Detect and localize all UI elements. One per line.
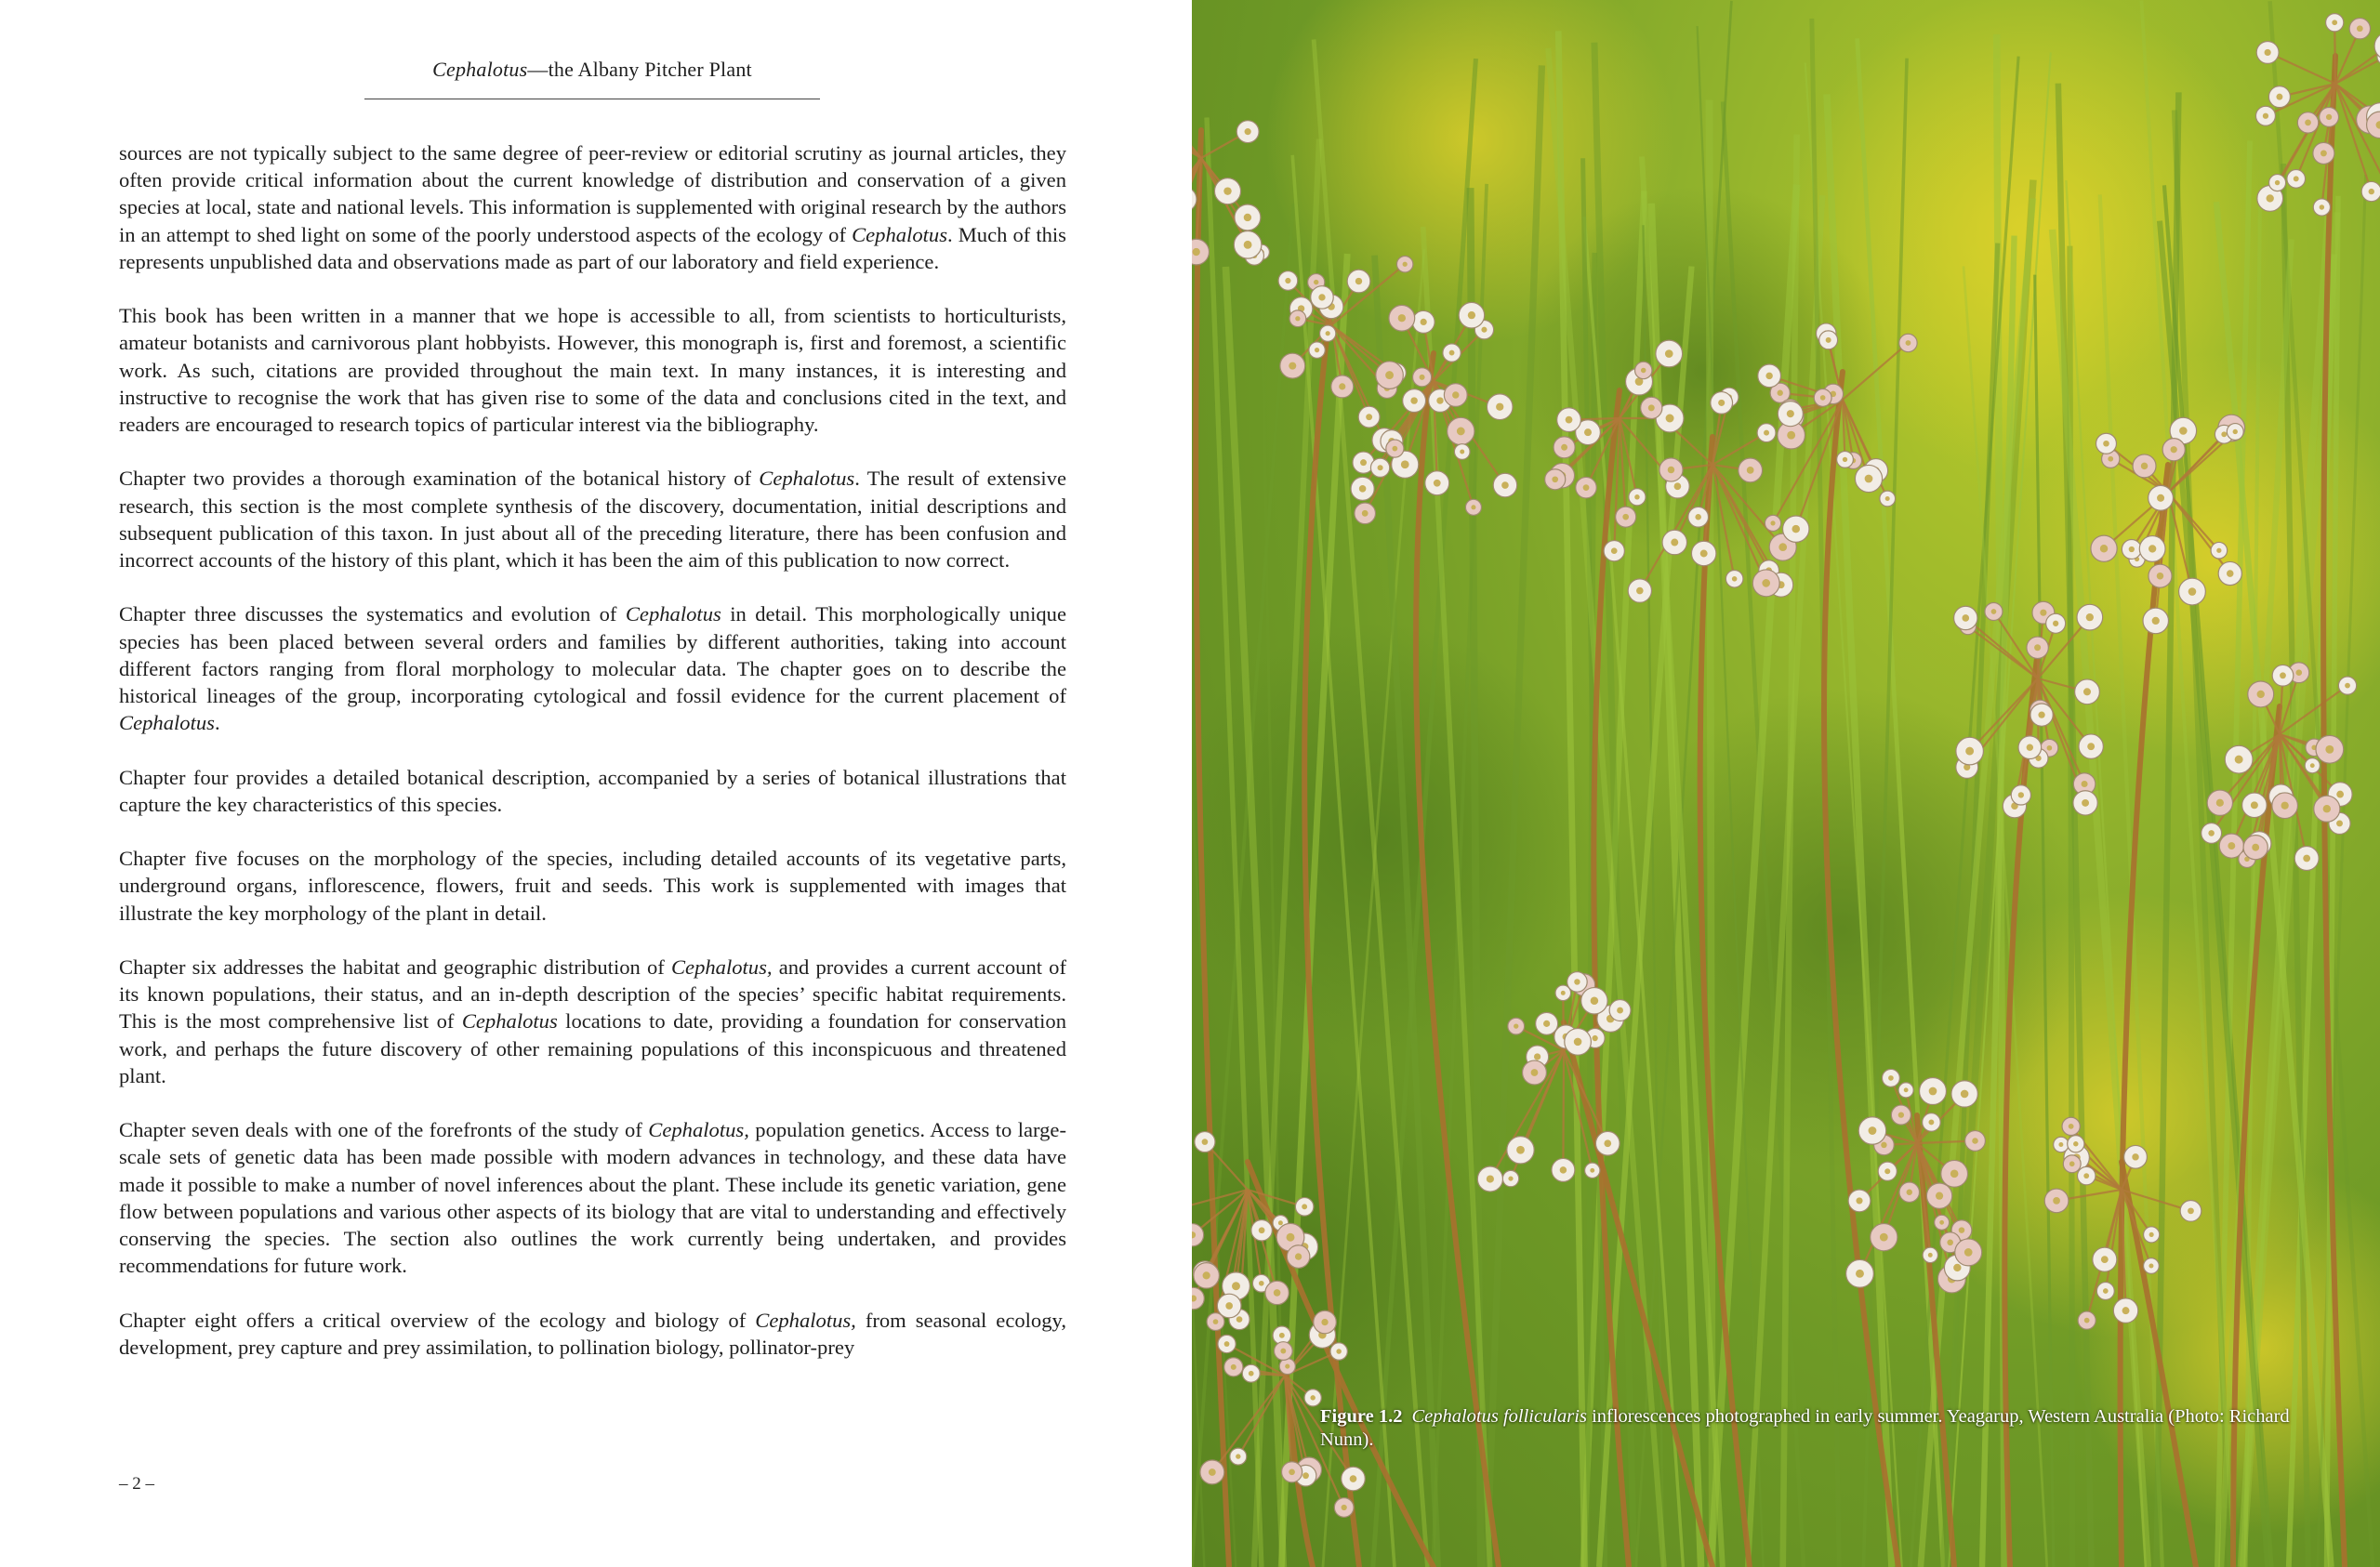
body-paragraph xyxy=(119,600,1066,736)
paragraph-text: in detail. This morphologically unique species has been placed between several orders and families by different authorities, taking into account different factors ranging from floral morphology to molecular data. The chapter goes on to describe the historical lineages of the group, incorporating cytological and fossil evidence for the current placement of xyxy=(119,602,1067,708)
cephalotus-photograph xyxy=(1192,0,2380,1567)
paragraph-text: Chapter five focuses on the morphology of the species, including detailed accounts of its vegetative parts, underground organs, inflorescence, flowers, fruit and seeds. This work is supplemented with images that illustrate the key morphology of the plant in detail. xyxy=(119,847,1066,925)
body-paragraph xyxy=(119,302,1066,438)
figure-label: Figure 1.2 xyxy=(1320,1406,1403,1427)
header-title-rest: —the Albany Pitcher Plant xyxy=(527,58,752,81)
caption-species: Cephalotus follicularis xyxy=(1411,1406,1587,1427)
body-paragraph xyxy=(119,845,1066,927)
paragraph-text: . Much of this represents unpublished data and observations made as part of our laboratory and field experience. xyxy=(119,222,1066,273)
body-paragraph xyxy=(119,1116,1066,1279)
paragraph-text: . The result of extensive research, this section is the most complete synthesis of the discovery, documentation, initial descriptions and subsequent publication of this taxon. In just about all of the preceding literature, there has been confusion and incorrect accounts of the history of this plant, which it has been the aim of this publication to now correct. xyxy=(119,467,1066,573)
paragraph-text: Chapter three discusses the systematics and evolution of xyxy=(119,602,626,626)
header-title-italic: Cephalotus xyxy=(432,58,528,81)
caption-text: inflorescences photographed in early summer. Yeagarup, Western Australia (Photo: Richard Nunn). xyxy=(1320,1406,2290,1450)
paragraph-text: Chapter seven deals with one of the forefronts of the study of xyxy=(119,1118,649,1142)
page-number: – 2 – xyxy=(119,1474,154,1494)
genus-name-italic: Cephalotus, xyxy=(670,955,773,979)
paragraph-text: This book has been written in a manner that we hope is accessible to all, from scientists to horticulturists, amateur botanists and carnivorous plant hobbyists. However, this monograph is, first and foremost, a scientific work. As such, citations are provided throughout the main text. In many instances, it is interesting and instructive to recognise the work that has given rise to some of the data and conclusions cited in the text, and readers are encouraged to research topics of particular interest via the bibliography. xyxy=(119,304,1066,437)
photo-illustration xyxy=(1192,0,2380,1567)
body-text xyxy=(119,139,1066,1361)
body-paragraph xyxy=(119,764,1066,818)
paragraph-text: . xyxy=(214,711,220,735)
body-paragraph xyxy=(119,465,1066,573)
paragraph-text: sources are not typically subject to the same degree of peer-review or editorial scrutiny as journal articles, they often provide critical information about the current knowledge of distribution and conservation of a given species at local, state and national levels. This information is supplemented with original research by the authors in an attempt to shed light on some of the poorly understood aspects of the ecology of xyxy=(119,141,1066,246)
paragraph-text: and provides a current account of its known populations, their status, and an in-depth description of the species’ specific habitat requirements. This is the most comprehensive list of xyxy=(119,955,1066,1034)
figure-caption xyxy=(1320,1405,2306,1452)
paragraph-text: Chapter two provides a thorough examination of the botanical history of xyxy=(119,467,760,491)
paragraph-text: population genetics. Access to large-scale sets of genetic data has been made possible with modern advances in technology, and these data have made it possible to make a number of novel inferences about the plant. These include its genetic variation, gene flow between populations and various other aspects of its biology that are vital to understanding and effectively conserving the species. The section also outlines the work currently being undertaken, and provides recommendations for future work. xyxy=(119,1118,1066,1278)
body-paragraph xyxy=(119,1307,1066,1361)
genus-name-italic: Cephalotus xyxy=(852,222,947,246)
paragraph-text: locations to date, providing a foundation for conservation work, and perhaps the future discovery of other remaining populations of this inconspicuous and threatened plant. xyxy=(119,1009,1066,1087)
paragraph-text: Chapter four provides a detailed botanical description, accompanied by a series of botanical illustrations that capture the key characteristics of this species. xyxy=(119,765,1066,816)
genus-name-italic: Cephalotus xyxy=(759,467,855,491)
genus-name-italic: Cephalotus, xyxy=(755,1308,856,1332)
paragraph-text: Chapter six addresses the habitat and geographic distribution of xyxy=(119,955,671,979)
genus-name-italic: Cephalotus xyxy=(625,602,721,626)
genus-name-italic: Cephalotus xyxy=(119,711,215,735)
body-paragraph xyxy=(119,139,1066,275)
body-paragraph xyxy=(119,954,1066,1089)
running-header xyxy=(364,58,820,82)
genus-name-italic: Cephalotus xyxy=(461,1009,558,1034)
genus-name-italic: Cephalotus, xyxy=(648,1118,749,1142)
paragraph-text: from seasonal ecology, development, prey capture and prey assimilation, to pollination biology, pollinator-prey xyxy=(119,1308,1066,1359)
paragraph-text: Chapter eight offers a critical overview of the ecology and biology of xyxy=(119,1308,756,1332)
